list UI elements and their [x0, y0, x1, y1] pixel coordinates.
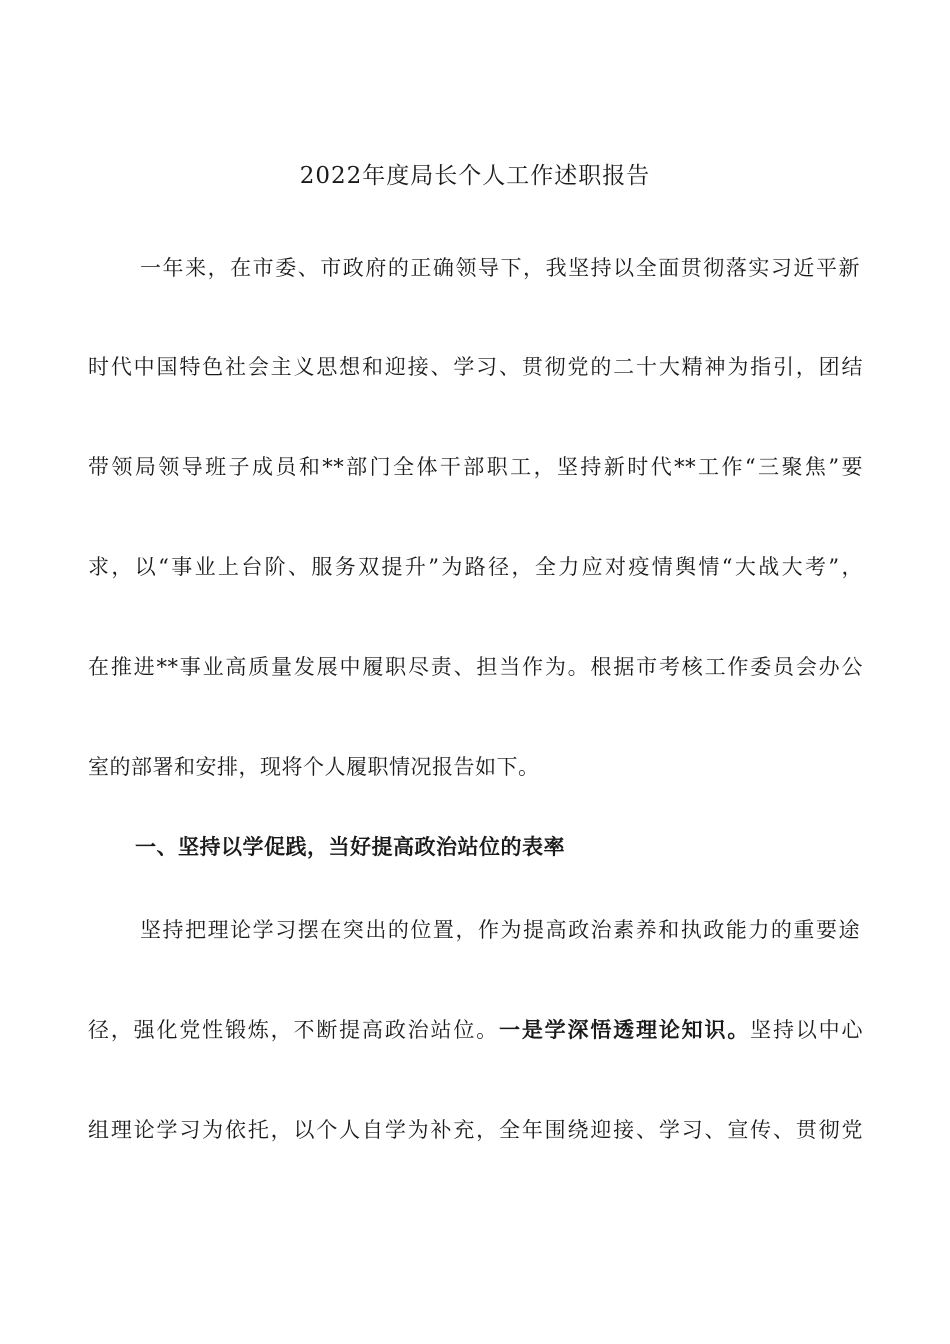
intro-line-1: 一年来，在市委、市政府的正确领导下，我坚持以全面贯彻落实习近平新	[140, 256, 860, 280]
section-1-heading: 一、坚持以学促践，当好提高政治站位的表率	[135, 834, 565, 859]
intro-line-5: 在推进**事业高质量发展中履职尽责、担当作为。根据市考核工作委员会办公	[88, 655, 863, 679]
section-1-line-2	[88, 1015, 863, 1045]
document-title: 2022年度局长个人工作述职报告	[299, 163, 651, 189]
intro-line-4: 求，以“事业上台阶、服务双提升”为路径，全力应对疫情舆情“大战大考”，	[88, 555, 863, 579]
intro-line-2: 时代中国特色社会主义思想和迎接、学习、贯彻党的二十大精神为指引，团结	[88, 355, 863, 379]
section-1-line-2-text: 径，强化党性锻炼，不断提高政治站位。	[88, 1018, 499, 1042]
intro-line-6: 室的部署和安排，现将个人履职情况报告如下。	[88, 755, 540, 779]
section-1-line-2-tail: 坚持以中心	[750, 1018, 864, 1042]
section-1-line-3: 组理论学习为依托，以个人自学为补充，全年围绕迎接、学习、宣传、贯彻党	[88, 1118, 863, 1142]
section-1-line-1: 坚持把理论学习摆在突出的位置，作为提高政治素养和执政能力的重要途	[140, 918, 860, 942]
section-1-bold-phrase: 一是学深悟透理论知识。	[499, 1017, 751, 1042]
intro-line-3: 带领局领导班子成员和**部门全体干部职工，坚持新时代**工作“三聚焦”要	[88, 455, 863, 479]
